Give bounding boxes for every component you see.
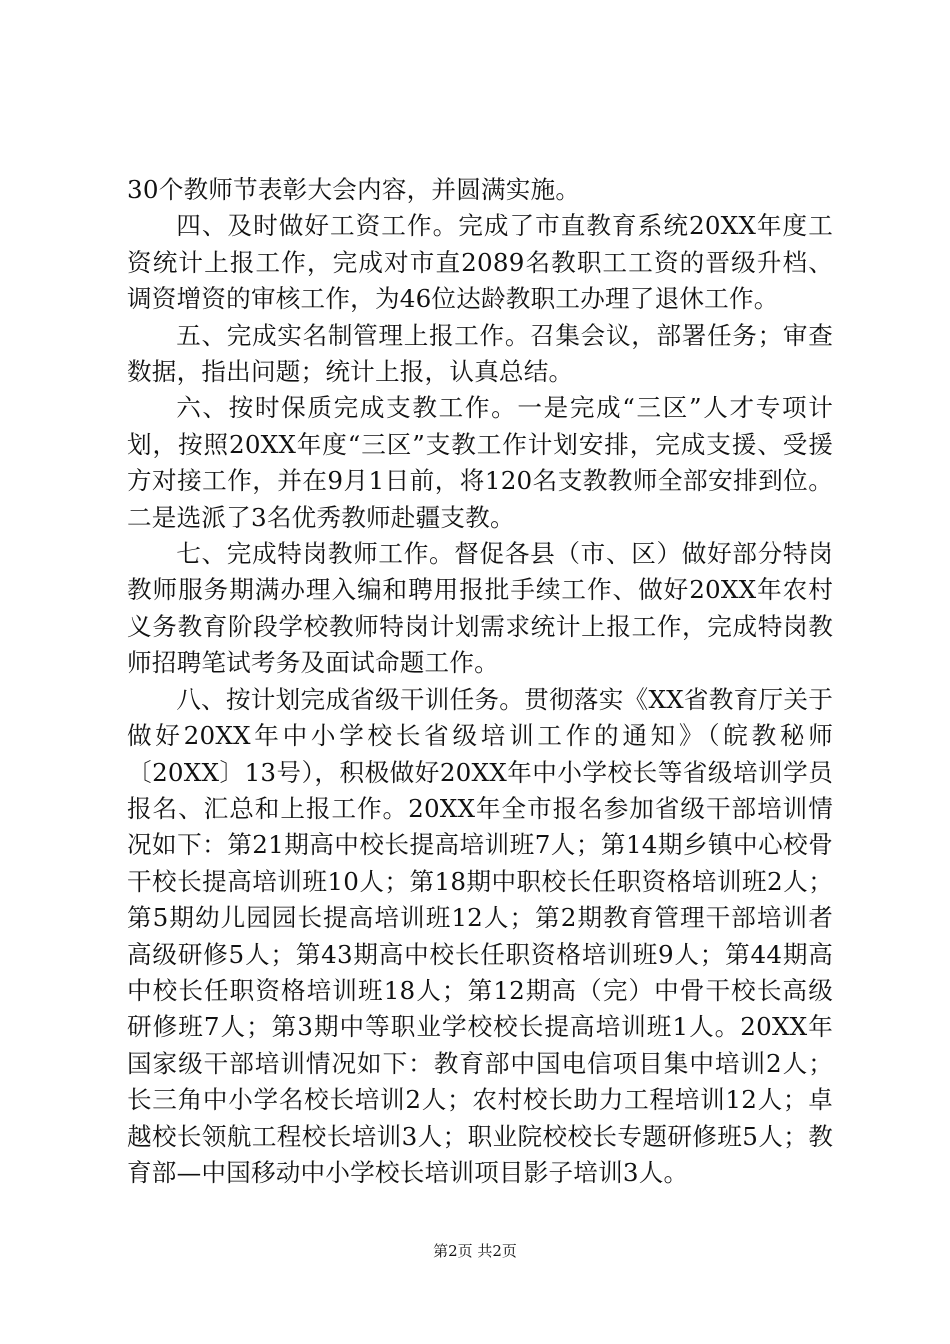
paragraph-teaching-support: 六、按时保质完成支教工作。一是完成“三区”人才专项计划，按照20XX年度“三区”支教工作计划安排，完成支援、受援方对接工作，并在9月1日前，将120名支教教师全部安排到位。二是选派了3名优秀教师赴疆支教。	[127, 393, 833, 532]
paragraph-real-name-management: 五、完成实名制管理上报工作。召集会议，部署任务；审查数据，指出问题；统计上报，认真总结。	[127, 320, 833, 387]
page-number-footer: 第2页 共2页	[433, 1242, 517, 1260]
paragraph-salary-work: 四、及时做好工资工作。完成了市直教育系统20XX年度工资统计上报工作，完成对市直2089名教职工工资的晋级升档、调资增资的审核工作，为46位达龄教职工办理了退休工作。	[127, 211, 833, 314]
paragraph-provincial-training: 八、按计划完成省级干训任务。贯彻落实《XX省教育厅关于做好20XX年中小学校长省级培训工作的通知》（皖教秘师〔20XX〕13号），积极做好20XX年中小学校长等省级培训学员报名、汇总和上报工作。20XX年全市报名参加省级干部培训情况如下：第21期高中校长提高培训班7人；第14期乡镇中心校骨干校长提高培训班10人；第18期中职校长任职资格培训班2人；第5期幼儿园园长提高培训班12人；第2期教育管理干部培训者高级研修5人；第43期高中校长任职资格培训班9人；第44期高中校长任职资格培训班18人；第12期高（完）中骨干校长高级研修班7人；第3期中等职业学校校长提高培训班1人。20XX年国家级干部培训情况如下：教育部中国电信项目集中培训2人；长三角中小学名校长培训2人；农村校长助力工程培训12人；卓越校长领航工程校长培训3人；职业院校校长专题研修班5人；教育部—中国移动中小学校长培训项目影子培训3人。	[127, 684, 833, 1187]
document-body	[127, 172, 833, 1191]
paragraph-special-post-teachers: 七、完成特岗教师工作。督促各县（市、区）做好部分特岗教师服务期满办理入编和聘用报批手续工作、做好20XX年农村义务教育阶段学校教师特岗计划需求统计上报工作，完成特岗教师招聘笔试考务及面试命题工作。	[127, 539, 833, 678]
paragraph-continuation: 30个教师节表彰大会内容，并圆满实施。	[127, 175, 581, 204]
